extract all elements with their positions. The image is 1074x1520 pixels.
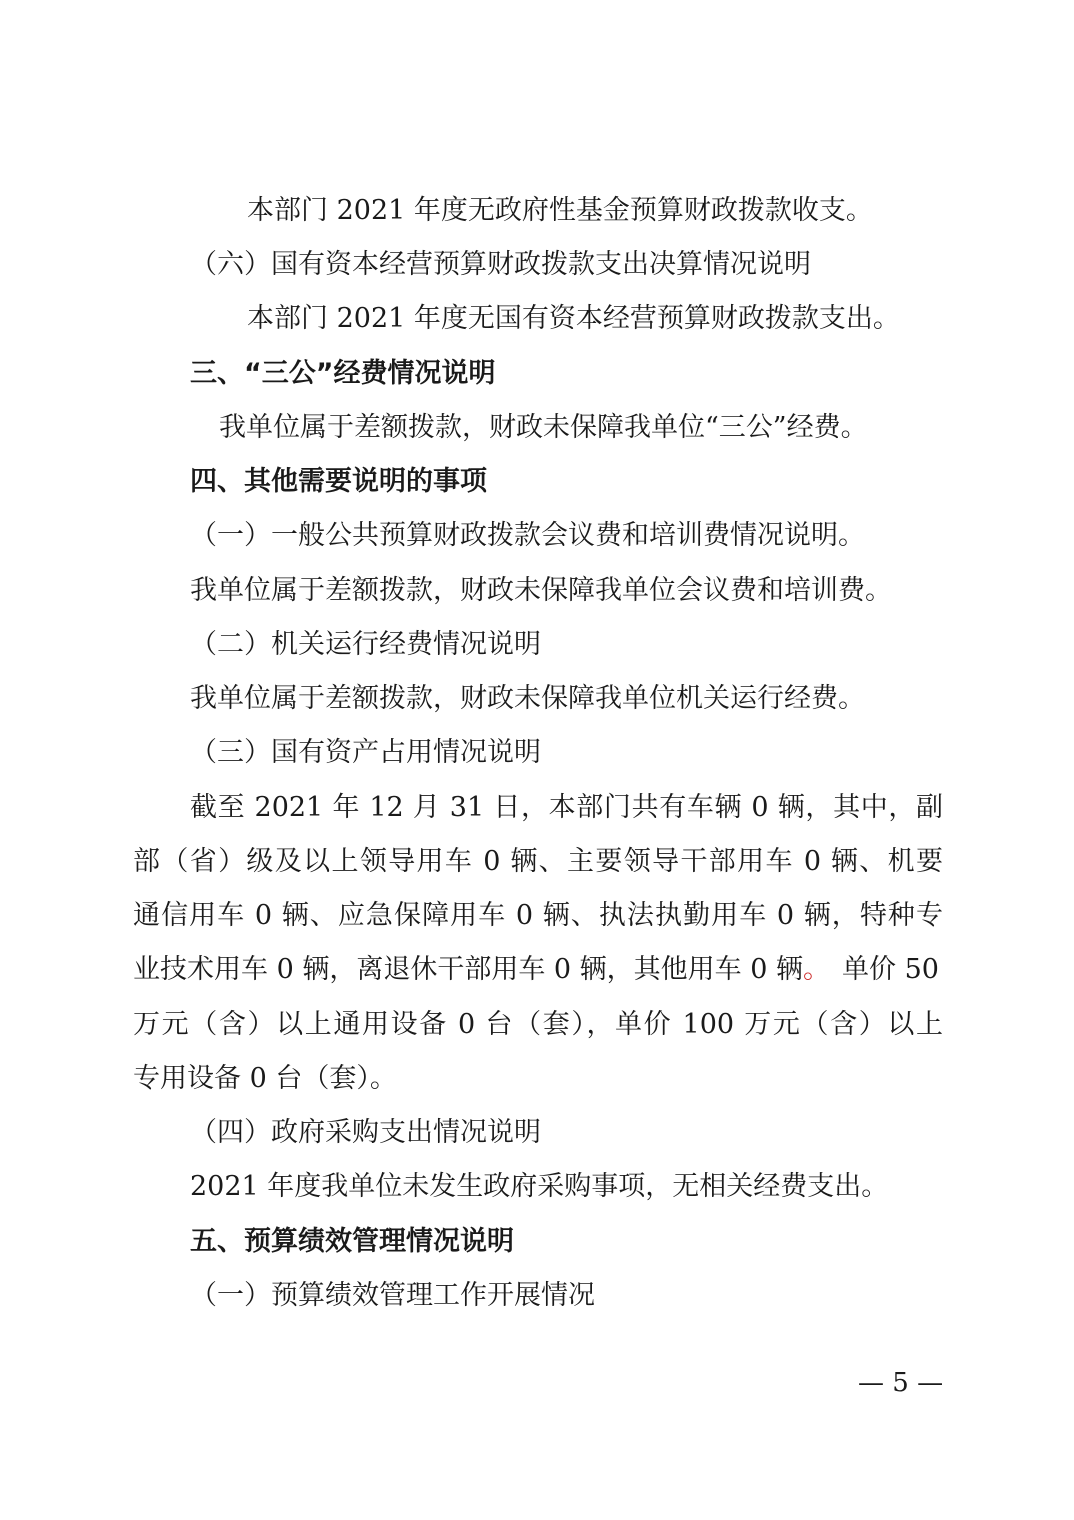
paragraph-meeting-training: 我单位属于差额拨款，财政未保障我单位会议费和培训费。 [190, 575, 892, 606]
heading-performance-management: 五、预算绩效管理情况说明 [190, 1226, 514, 1257]
paragraph-fund-budget: 本部门 2021 年度无政府性基金预算财政拨款收支。 [247, 195, 873, 226]
assets-line-4-text: 业技术用车 0 辆，离退休干部用车 0 辆，其他用车 0 辆 [133, 954, 804, 985]
subheading-operating-expenses: （二）机关运行经费情况说明 [190, 629, 541, 660]
paragraph-assets-line-5: 万元（含）以上通用设备 0 台（套），单价 100 万元（含）以上 [133, 1009, 943, 1040]
page-number: — 5 — [858, 1368, 944, 1398]
heading-three-public: 三、“三公”经费情况说明 [190, 358, 496, 389]
paragraph-government-procurement: 2021 年度我单位未发生政府采购事项，无相关经费支出。 [190, 1171, 889, 1202]
paragraph-three-public: 我单位属于差额拨款，财政未保障我单位“三公”经费。 [219, 412, 868, 443]
paragraph-state-capital: 本部门 2021 年度无国有资本经营预算财政拨款支出。 [247, 303, 900, 334]
subheading-government-procurement: （四）政府采购支出情况说明 [190, 1117, 541, 1148]
paragraph-assets-line-4 [133, 951, 943, 989]
assets-line-4-period: 。 [803, 954, 831, 985]
assets-line-4-tail: 单价 50 [842, 954, 939, 985]
subheading-meeting-training: （一）一般公共预算财政拨款会议费和培训费情况说明。 [190, 520, 865, 551]
subheading-state-assets: （三）国有资产占用情况说明 [190, 737, 541, 768]
heading-other-matters: 四、其他需要说明的事项 [190, 466, 487, 497]
paragraph-operating-expenses: 我单位属于差额拨款，财政未保障我单位机关运行经费。 [190, 683, 865, 714]
paragraph-assets-line-1: 截至 2021 年 12 月 31 日，本部门共有车辆 0 辆，其中，副 [190, 792, 943, 823]
subheading-state-capital: （六）国有资本经营预算财政拨款支出决算情况说明 [190, 249, 811, 280]
paragraph-assets-line-6: 专用设备 0 台（套）。 [133, 1063, 397, 1094]
subheading-performance-work: （一）预算绩效管理工作开展情况 [190, 1280, 595, 1311]
paragraph-assets-line-2: 部（省）级及以上领导用车 0 辆、主要领导干部用车 0 辆、机要 [133, 846, 943, 877]
paragraph-assets-line-3: 通信用车 0 辆、应急保障用车 0 辆、执法执勤用车 0 辆，特种专 [133, 900, 943, 931]
